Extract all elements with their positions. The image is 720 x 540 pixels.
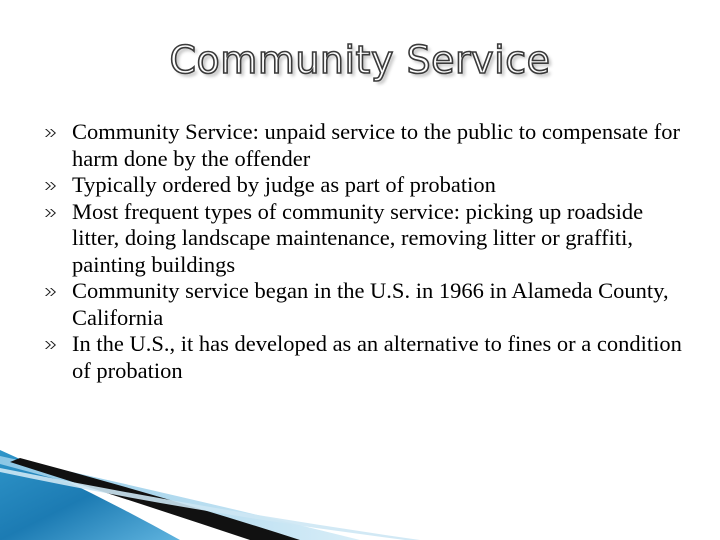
quote-arrow-icon [44, 339, 58, 351]
list-item [44, 278, 684, 331]
list-item [44, 199, 684, 279]
quote-arrow-icon [44, 127, 58, 139]
bullet-text: Community service began in the U.S. in 1966 in Alameda County, California [72, 278, 669, 330]
corner-decoration [0, 450, 720, 540]
quote-arrow-icon [44, 207, 58, 219]
slide-title: Community Service [169, 38, 551, 82]
bullet-text: In the U.S., it has developed as an alternative to fines or a condition of probation [72, 331, 682, 383]
bullet-text: Typically ordered by judge as part of probation [72, 172, 496, 197]
list-item [44, 331, 684, 384]
bullet-list [44, 119, 684, 384]
quote-arrow-icon [44, 180, 58, 192]
list-item [44, 172, 684, 199]
list-item [44, 119, 684, 172]
quote-arrow-icon [44, 286, 58, 298]
bullet-text: Community Service: unpaid service to the public to compensate for harm done by the offender [72, 119, 680, 171]
bullet-text: Most frequent types of community service: picking up roadside litter, doing landscape maintenance, removing litter or graffiti, painting buildings [72, 198, 644, 277]
